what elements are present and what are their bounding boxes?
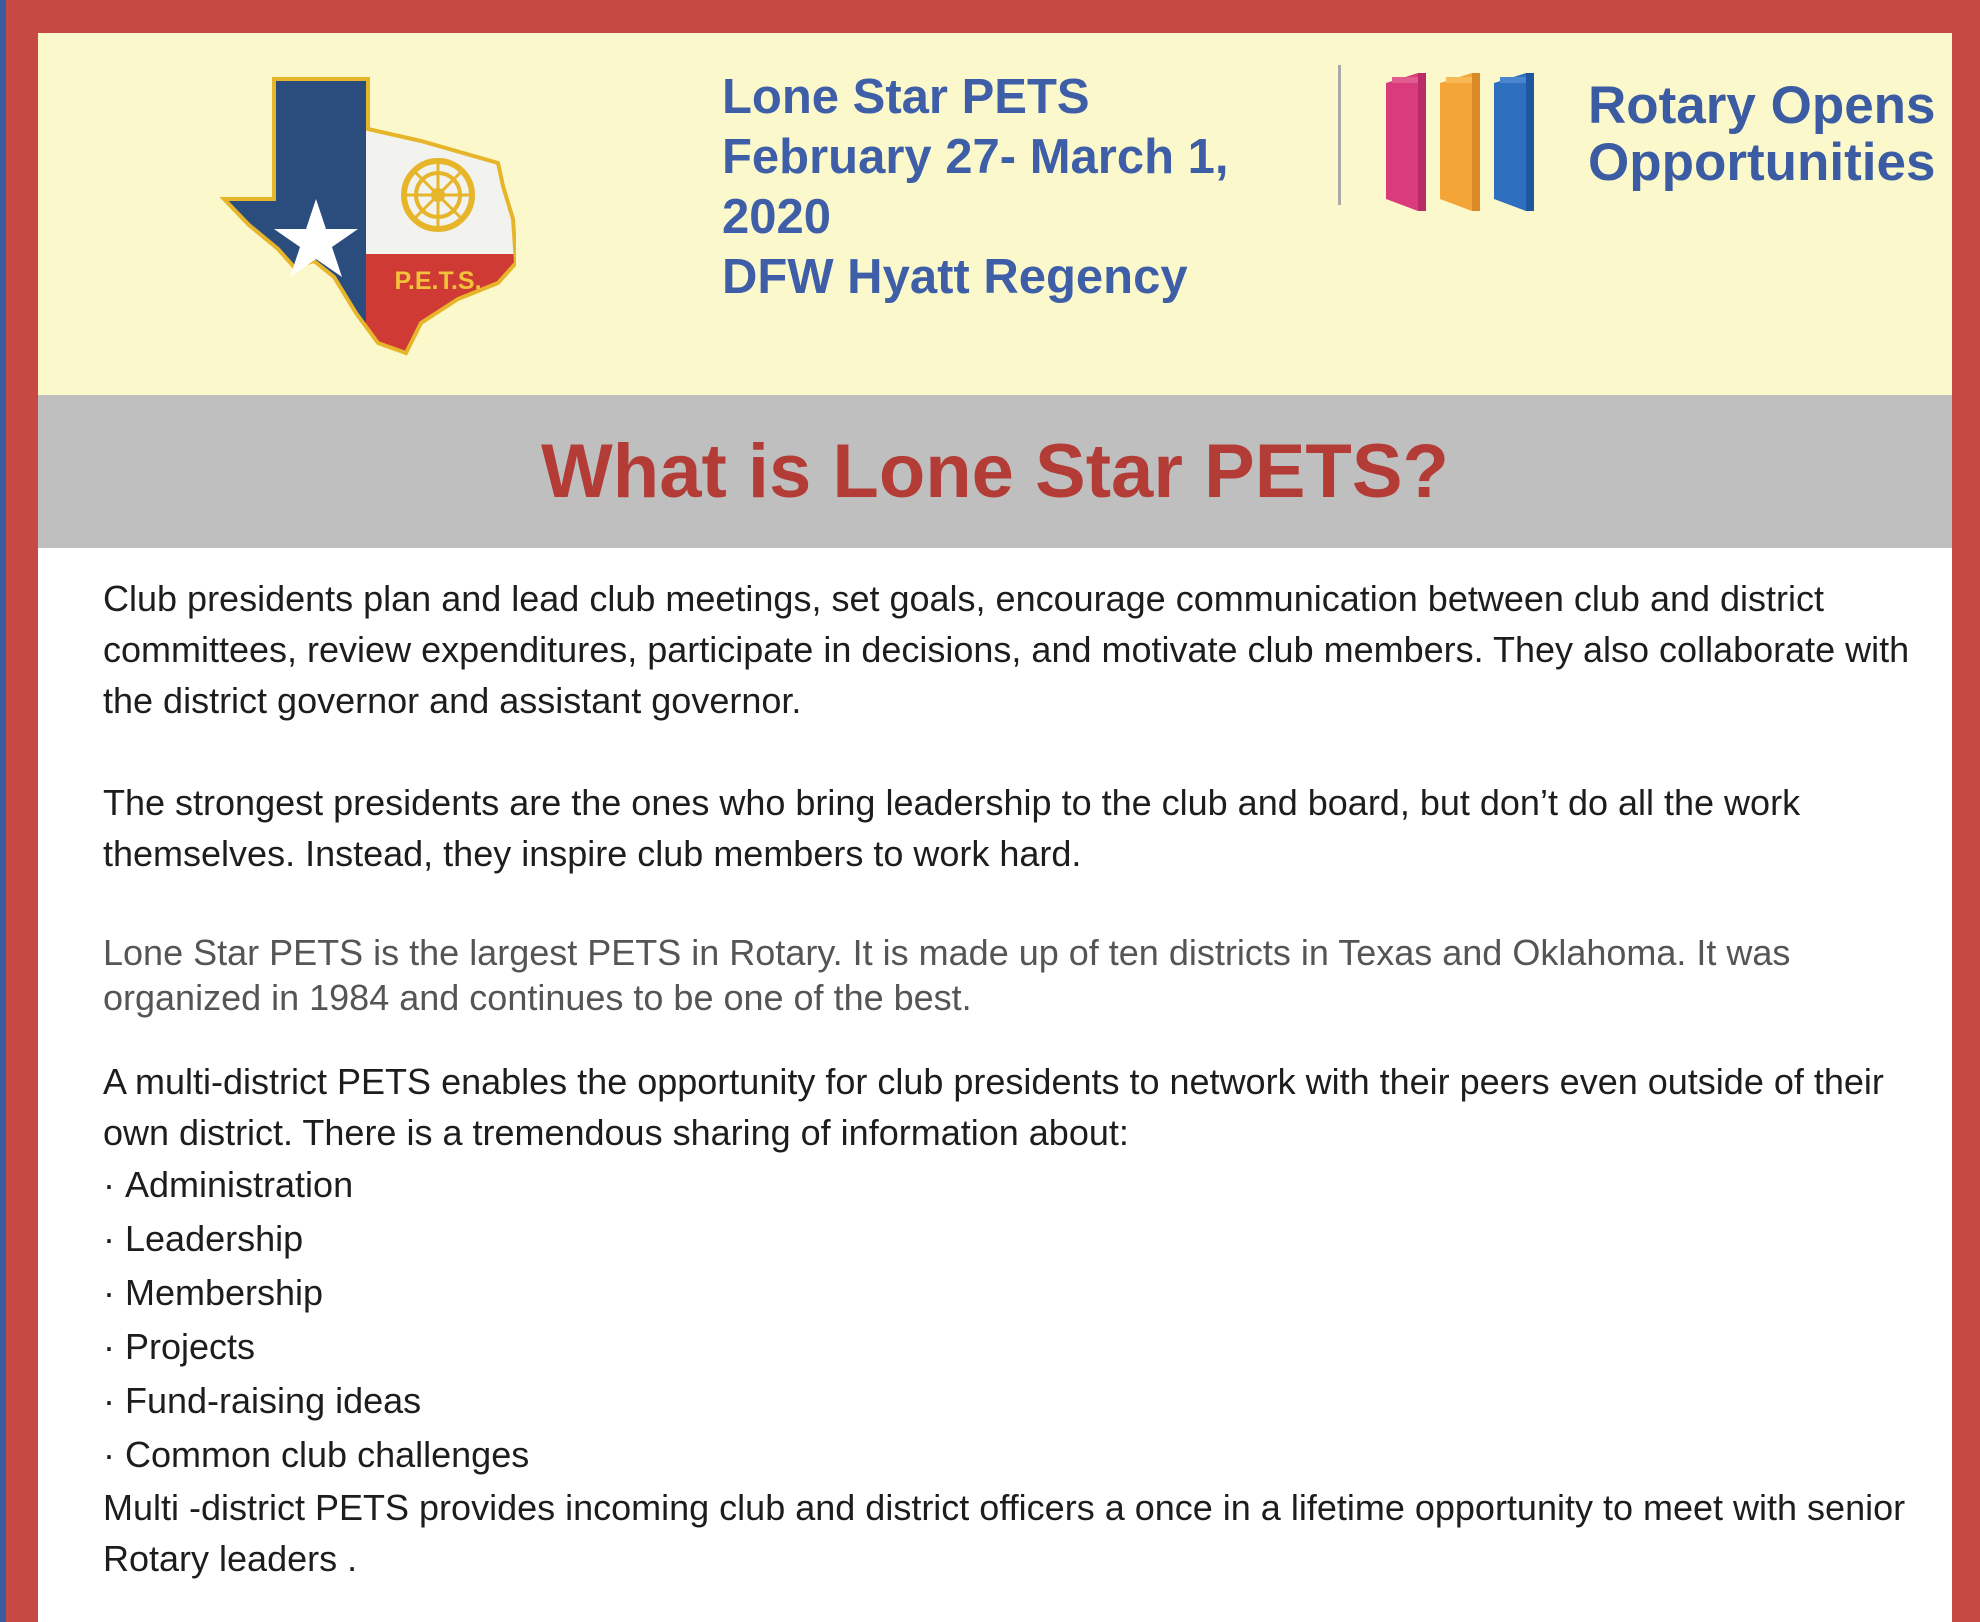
paragraph-senior-leaders: Multi -district PETS provides incoming club and district officers a once in a lifetime opportunity to meet with senior Rotary leaders . (103, 1487, 1906, 1579)
brand-tagline (1588, 77, 1948, 191)
texas-pets-logo (216, 71, 516, 361)
event-name: Lone Star PETS (722, 70, 1090, 124)
event-venue: DFW Hyatt Regency (722, 250, 1188, 304)
list-item: · Projects (103, 1326, 256, 1367)
header-divider (1338, 65, 1341, 205)
flyer-page (38, 33, 1952, 1622)
header-banner (38, 33, 1952, 395)
list-item: · Administration (103, 1164, 354, 1205)
page-title: What is Lone Star PETS? (541, 429, 1449, 514)
event-dates: February 27- March 1, (722, 130, 1229, 184)
list-item: · Membership (103, 1272, 324, 1313)
main-content (103, 573, 1923, 1584)
title-band (38, 395, 1952, 548)
paragraph-multi-district: A multi-district PETS enables the opportunity for club presidents to network with their peers even outside of their own district. There is a tremendous sharing of information about: (103, 1061, 1884, 1153)
logo-pets-text: P.E.T.S. (394, 267, 482, 295)
paragraph-strongest-presidents: The strongest presidents are the ones who bring leadership to the club and board, but don’t do all the work themselves. Instead, they inspire club members to work hard. (103, 782, 1801, 874)
rotary-wheel-icon (404, 161, 472, 229)
brand-line-2: Opportunities (1588, 133, 1936, 192)
topics-list (103, 1158, 1923, 1482)
paragraph-club-presidents: Club presidents plan and lead club meetings, set goals, encourage communication between club and district committees, review expenditures, participate in decisions, and motivate club members. They also collaborate with the district governor and assistant governor. (103, 578, 1910, 721)
brand-line-1: Rotary Opens (1588, 76, 1936, 135)
list-item: · Leadership (103, 1218, 304, 1259)
open-doors-icon (1378, 63, 1578, 213)
event-info (722, 67, 1342, 307)
paragraph-largest-pets: Lone Star PETS is the largest PETS in Rotary. It is made up of ten districts in Texas and Oklahoma. It was organized in 1984 and continues to be one of the best. (103, 932, 1791, 1018)
event-year: 2020 (722, 190, 832, 244)
page-left-edge (0, 0, 6, 1622)
list-item: · Fund-raising ideas (103, 1380, 422, 1421)
list-item: · Common club challenges (103, 1434, 530, 1475)
